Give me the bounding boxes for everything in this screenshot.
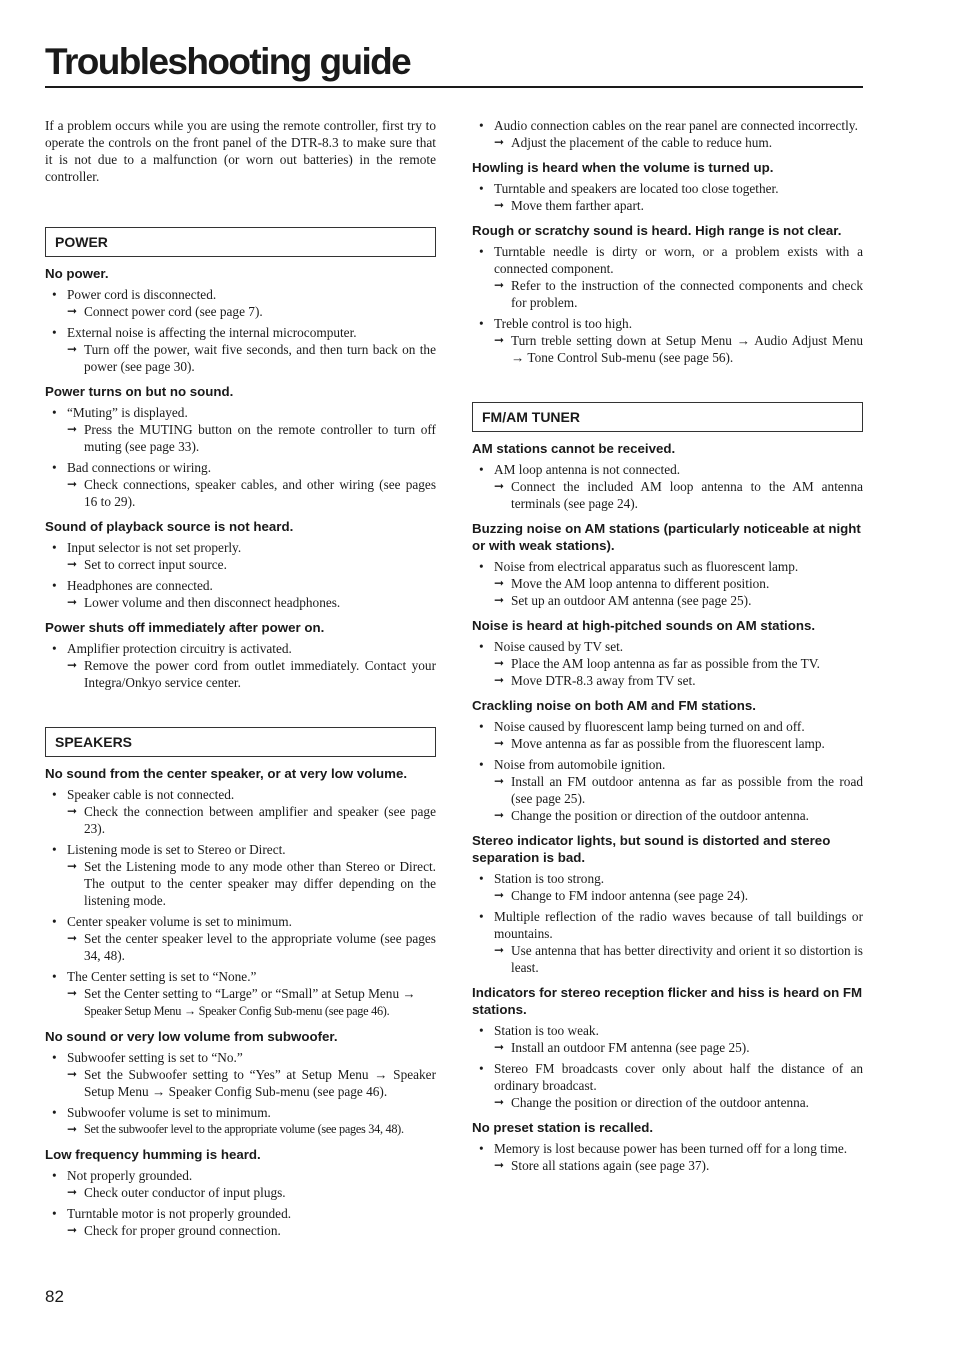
cause-item xyxy=(45,1167,436,1201)
cause-text: The Center setting is set to “None.” xyxy=(67,969,257,984)
arrow-icon: ➞ xyxy=(67,1067,78,1081)
arrow-icon: ➞ xyxy=(67,986,78,1000)
remedy-item xyxy=(45,1121,436,1138)
arrow-icon: ➞ xyxy=(67,804,78,818)
bullet-icon: • xyxy=(479,871,484,886)
remedy-item xyxy=(45,594,436,611)
bullet-icon: • xyxy=(479,1023,484,1038)
arrow-icon: ➞ xyxy=(494,333,505,347)
arrow-icon: ➞ xyxy=(67,658,78,672)
remedy-item xyxy=(472,277,863,311)
problem-title: No preset station is recalled. xyxy=(472,1120,654,1135)
remedy-item xyxy=(45,556,436,573)
remedy-item xyxy=(472,942,863,976)
arrow-icon: ➞ xyxy=(67,422,78,436)
problem-title: AM stations cannot be received. xyxy=(472,441,676,456)
problem-title: Noise is heard at high-pitched sounds on AM stations. xyxy=(472,618,816,633)
remedy-item xyxy=(472,134,863,151)
arrow-icon: ➞ xyxy=(67,1223,78,1237)
cause-item xyxy=(45,539,436,573)
arrow-icon: ➞ xyxy=(494,656,505,670)
bullet-icon: • xyxy=(479,316,484,331)
remedy-text: Change the position or direction of the outdoor antenna. xyxy=(511,808,809,823)
cause-item xyxy=(472,638,863,689)
remedy-item xyxy=(45,1066,436,1100)
cause-text: External noise is affecting the internal microcomputer. xyxy=(67,325,357,340)
bullet-icon: • xyxy=(52,540,57,555)
remedy-text: Turn off the power, wait five seconds, and then turn back on the power (see page 30). xyxy=(84,342,436,374)
cause-text: Stereo FM broadcasts cover only about half the distance of an ordinary broadcast. xyxy=(494,1061,863,1093)
bullet-icon: • xyxy=(52,1206,57,1221)
remedy-text: Adjust the placement of the cable to reduce hum. xyxy=(511,135,773,150)
remedy-item xyxy=(45,1184,436,1201)
remedy-text: Set the subwoofer level to the appropriate volume (see pages 34, 48). xyxy=(84,1122,404,1136)
problem-title: Low frequency humming is heard. xyxy=(45,1147,261,1162)
arrow-icon: ➞ xyxy=(494,808,505,822)
arrow-icon: ➞ xyxy=(67,931,78,945)
bullet-icon: • xyxy=(479,719,484,734)
cause-item xyxy=(472,1022,863,1056)
cause-item xyxy=(472,558,863,609)
cause-item xyxy=(45,324,436,375)
bullet-icon: • xyxy=(479,909,484,924)
remedy-item xyxy=(45,930,436,964)
cause-text: Amplifier protection circuitry is activated. xyxy=(67,641,292,656)
remedy-text: Install an outdoor FM antenna (see page 25). xyxy=(511,1040,750,1055)
cause-item xyxy=(45,1104,436,1138)
remedy-text: Place the AM loop antenna as far as possible from the TV. xyxy=(511,656,820,671)
remedy-text: Set up an outdoor AM antenna (see page 25). xyxy=(511,593,752,608)
arrow-icon: ➞ xyxy=(494,479,505,493)
cause-item xyxy=(45,577,436,611)
remedy-item xyxy=(45,803,436,837)
bullet-icon: • xyxy=(479,1061,484,1076)
bullet-icon: • xyxy=(52,1105,57,1120)
cause-item xyxy=(472,1140,863,1174)
cause-text: Center speaker volume is set to minimum. xyxy=(67,914,292,929)
remedy-item xyxy=(472,1157,863,1174)
remedy-item xyxy=(472,332,863,366)
intro-paragraph: If a problem occurs while you are using the remote controller, first try to operate the controls on the front panel of the DTR-8.3 to make sure that it is not due to a malfunction (or worn out batteries) in the remote controller. xyxy=(45,118,436,184)
arrow-icon: ➞ xyxy=(494,774,505,788)
remedy-item xyxy=(45,985,436,1020)
remedy-item xyxy=(45,421,436,455)
bullet-icon: • xyxy=(52,1050,57,1065)
arrow-icon: ➞ xyxy=(494,135,505,149)
cause-text: Station is too weak. xyxy=(494,1023,599,1038)
remedy-text: Move the AM loop antenna to different position. xyxy=(511,576,770,591)
cause-text: Power cord is disconnected. xyxy=(67,287,217,302)
arrow-icon: ➞ xyxy=(67,477,78,491)
cause-item xyxy=(472,461,863,512)
arrow-icon: ➞ xyxy=(494,736,505,750)
remedy-text: Check for proper ground connection. xyxy=(84,1223,281,1238)
remedy-item xyxy=(472,197,863,214)
remedy-item xyxy=(472,1039,863,1056)
arrow-icon: ➞ xyxy=(67,859,78,873)
bullet-icon: • xyxy=(52,460,57,475)
section-tuner-heading: FM/AM TUNER xyxy=(472,402,863,432)
arrow-icon: ➞ xyxy=(494,673,505,687)
bullet-icon: • xyxy=(52,325,57,340)
remedy-text: Move DTR-8.3 away from TV set. xyxy=(511,673,696,688)
problem-title: Buzzing noise on AM stations (particularly noticeable at night or with weak stations). xyxy=(472,521,861,553)
cause-text: AM loop antenna is not connected. xyxy=(494,462,681,477)
remedy-text: Install an FM outdoor antenna as far as possible from the road (see page 25). xyxy=(511,774,863,806)
remedy-text: Set the Listening mode to any mode other than Stereo or Direct. The output to the center speaker may differ depending on the listening mode. xyxy=(84,859,436,908)
cause-item xyxy=(472,718,863,752)
cause-item xyxy=(45,640,436,691)
remedy-item xyxy=(45,341,436,375)
arrow-icon: ➞ xyxy=(67,304,78,318)
remedy-text: Move antenna as far as possible from the fluorescent lamp. xyxy=(511,736,825,751)
cause-item xyxy=(472,180,863,214)
arrow-icon: ➞ xyxy=(494,198,505,212)
remedy-item xyxy=(472,655,863,672)
remedy-item xyxy=(45,303,436,320)
section-speakers-heading: SPEAKERS xyxy=(45,727,436,757)
cause-text: Noise caused by TV set. xyxy=(494,639,624,654)
remedy-item xyxy=(472,575,863,592)
remedy-text: Set to correct input source. xyxy=(84,557,227,572)
bullet-icon: • xyxy=(52,405,57,420)
cause-text: Noise caused by fluorescent lamp being turned on and off. xyxy=(494,719,805,734)
cause-item xyxy=(45,459,436,510)
remedy-text: Set the center speaker level to the appropriate volume (see pages 34, 48). xyxy=(84,931,436,963)
page-number: 82 xyxy=(45,1287,64,1306)
cause-item xyxy=(472,908,863,976)
cause-item xyxy=(45,913,436,964)
remedy-text: Connect power cord (see page 7). xyxy=(84,304,263,319)
problem-title: No power. xyxy=(45,266,109,281)
bullet-icon: • xyxy=(52,842,57,857)
bullet-icon: • xyxy=(52,641,57,656)
arrow-icon: ➞ xyxy=(494,1158,505,1172)
cause-item xyxy=(45,841,436,909)
cause-item xyxy=(472,243,863,311)
cause-text: Subwoofer setting is set to “No.” xyxy=(67,1050,243,1065)
remedy-text: Move them farther apart. xyxy=(511,198,644,213)
left-column xyxy=(45,117,436,1243)
problem-title: No sound or very low volume from subwoofer. xyxy=(45,1029,338,1044)
remedy-text: Press the MUTING button on the remote controller to turn off muting (see page 33). xyxy=(84,422,436,454)
right-column xyxy=(472,117,863,1178)
problem-title: Indicators for stereo reception flicker and hiss is heard on FM stations. xyxy=(472,985,863,1017)
cause-text: Turntable and speakers are located too close together. xyxy=(494,181,779,196)
cause-text: Memory is lost because power has been turned off for a long time. xyxy=(494,1141,848,1156)
bullet-icon: • xyxy=(52,1168,57,1183)
cause-text: Bad connections or wiring. xyxy=(67,460,212,475)
cause-text: Station is too strong. xyxy=(494,871,605,886)
arrow-icon: ➞ xyxy=(67,1122,77,1136)
bullet-icon: • xyxy=(52,578,57,593)
cause-text: Multiple reflection of the radio waves because of tall buildings or mountains. xyxy=(494,909,863,941)
remedy-text: Set the Subwoofer setting to “Yes” at Setup Menu → Speaker Setup Menu → Speaker Config Sub-menu (see page 46). xyxy=(84,1067,436,1099)
cause-item xyxy=(472,117,863,151)
arrow-icon: ➞ xyxy=(494,1040,505,1054)
bullet-icon: • xyxy=(479,639,484,654)
bullet-icon: • xyxy=(479,757,484,772)
cause-item xyxy=(472,870,863,904)
cause-text: “Muting” is displayed. xyxy=(67,405,188,420)
remedy-text: Change the position or direction of the outdoor antenna. xyxy=(511,1095,809,1110)
cause-item xyxy=(472,756,863,824)
remedy-text: Remove the power cord from outlet immediately. Contact your Integra/Onkyo service center. xyxy=(84,658,436,690)
bullet-icon: • xyxy=(479,559,484,574)
cause-item xyxy=(472,1060,863,1111)
arrow-icon: ➞ xyxy=(494,278,505,292)
bullet-icon: • xyxy=(52,914,57,929)
remedy-text: Check the connection between amplifier and speaker (see page 23). xyxy=(84,804,436,836)
remedy-text: Lower volume and then disconnect headphones. xyxy=(84,595,341,610)
cause-item xyxy=(45,1049,436,1100)
cause-item xyxy=(45,1205,436,1239)
remedy-text: Store all stations again (see page 37). xyxy=(511,1158,710,1173)
remedy-text-continued: Speaker Setup Menu → Speaker Config Sub-menu (see page 46). xyxy=(84,1004,390,1018)
problem-title: Howling is heard when the volume is turned up. xyxy=(472,160,774,175)
arrow-icon: ➞ xyxy=(494,888,505,902)
cause-text: Treble control is too high. xyxy=(494,316,633,331)
page-title: Troubleshooting guide xyxy=(45,40,863,88)
cause-text: Audio connection cables on the rear panel are connected incorrectly. xyxy=(494,118,858,133)
remedy-text: Check outer conductor of input plugs. xyxy=(84,1185,286,1200)
cause-text: Headphones are connected. xyxy=(67,578,213,593)
remedy-item xyxy=(472,735,863,752)
problem-title: Stereo indicator lights, but sound is distorted and stereo separation is bad. xyxy=(472,833,831,865)
remedy-item xyxy=(472,478,863,512)
problem-title: Rough or scratchy sound is heard. High range is not clear. xyxy=(472,223,842,238)
remedy-item xyxy=(472,672,863,689)
remedy-item xyxy=(45,476,436,510)
remedy-item xyxy=(472,773,863,807)
cause-text: Speaker cable is not connected. xyxy=(67,787,235,802)
remedy-item xyxy=(472,807,863,824)
arrow-icon: ➞ xyxy=(67,595,78,609)
problem-title: Crackling noise on both AM and FM stations. xyxy=(472,698,756,713)
cause-text: Listening mode is set to Stereo or Direct. xyxy=(67,842,286,857)
cause-item xyxy=(45,286,436,320)
cause-item xyxy=(45,404,436,455)
cause-item xyxy=(472,315,863,366)
remedy-item xyxy=(472,1094,863,1111)
arrow-icon: ➞ xyxy=(67,1185,78,1199)
remedy-text: Change to FM indoor antenna (see page 24). xyxy=(511,888,749,903)
bullet-icon: • xyxy=(479,462,484,477)
remedy-item xyxy=(45,858,436,909)
cause-item xyxy=(45,786,436,837)
bullet-icon: • xyxy=(479,118,484,133)
remedy-item xyxy=(45,1222,436,1239)
remedy-text: Check connections, speaker cables, and other wiring (see pages 16 to 29). xyxy=(84,477,436,509)
cause-text: Subwoofer volume is set to minimum. xyxy=(67,1105,271,1120)
problem-title: Power shuts off immediately after power on. xyxy=(45,620,325,635)
remedy-text: Use antenna that has better directivity and orient it so distortion is least. xyxy=(511,943,863,975)
remedy-text: Turn treble setting down at Setup Menu → Audio Adjust Menu → Tone Control Sub-menu (see page 56). xyxy=(511,333,863,365)
cause-text: Turntable needle is dirty or worn, or a problem exists with a connected component. xyxy=(494,244,863,276)
arrow-icon: ➞ xyxy=(67,342,78,356)
cause-text: Not properly grounded. xyxy=(67,1168,193,1183)
cause-text: Noise from automobile ignition. xyxy=(494,757,666,772)
bullet-icon: • xyxy=(52,287,57,302)
remedy-item xyxy=(472,592,863,609)
arrow-icon: ➞ xyxy=(494,1095,505,1109)
cause-text: Noise from electrical apparatus such as fluorescent lamp. xyxy=(494,559,799,574)
problem-title: No sound from the center speaker, or at very low volume. xyxy=(45,766,408,781)
bullet-icon: • xyxy=(479,1141,484,1156)
problem-title: Power turns on but no sound. xyxy=(45,384,234,399)
arrow-icon: ➞ xyxy=(494,576,505,590)
bullet-icon: • xyxy=(52,787,57,802)
arrow-icon: ➞ xyxy=(494,593,505,607)
bullet-icon: • xyxy=(52,969,57,984)
bullet-icon: • xyxy=(479,244,484,259)
remedy-item xyxy=(472,887,863,904)
remedy-text: Connect the included AM loop antenna to the AM antenna terminals (see page 24). xyxy=(511,479,863,511)
arrow-icon: ➞ xyxy=(494,943,505,957)
remedy-text: Refer to the instruction of the connected components and check for problem. xyxy=(511,278,863,310)
remedy-item xyxy=(45,657,436,691)
remedy-text: Set the Center setting to “Large” or “Small” at Setup Menu → xyxy=(84,986,416,1001)
cause-text: Input selector is not set properly. xyxy=(67,540,242,555)
bullet-icon: • xyxy=(479,181,484,196)
problem-title: Sound of playback source is not heard. xyxy=(45,519,294,534)
cause-text: Turntable motor is not properly grounded. xyxy=(67,1206,292,1221)
cause-item xyxy=(45,968,436,1020)
section-power-heading: POWER xyxy=(45,227,436,257)
arrow-icon: ➞ xyxy=(67,557,78,571)
